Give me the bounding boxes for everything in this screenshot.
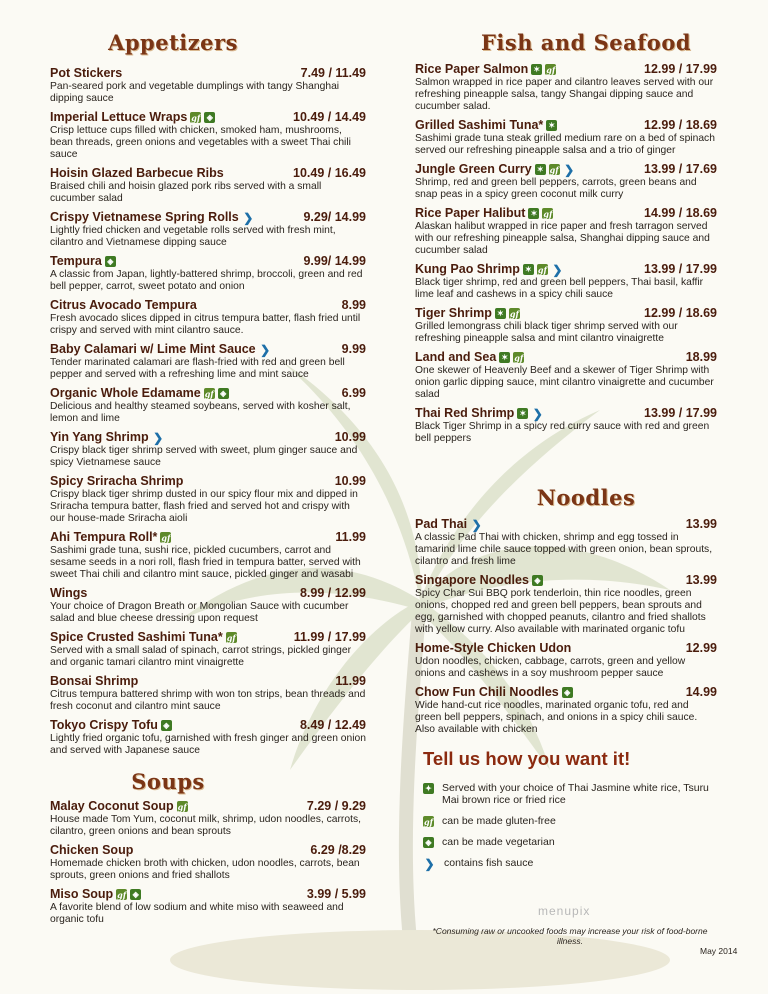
- menu-item-price: 10.99: [334, 474, 366, 488]
- menu-item-name: Pot Stickers: [50, 66, 123, 80]
- menu-item: [415, 573, 717, 636]
- menu-item: [50, 474, 366, 525]
- menu-item-name: Citrus Avocado Tempura: [50, 298, 197, 312]
- menu-item-description: House made Tom Yum, coconut milk, shrimp, udon noodles, carrots, cilantro, green onions and bean sprouts: [50, 814, 361, 837]
- menu-item-price: 8.99 / 12.99: [299, 586, 366, 600]
- menu-item: [415, 517, 717, 568]
- menu-item-name: Yin Yang Shrimp: [50, 430, 149, 444]
- menu-item-name: Tiger Shrimp: [415, 306, 492, 320]
- menu-item-header: [50, 718, 366, 733]
- menu-item-price: 12.99 / 18.69: [644, 306, 717, 320]
- menu-item-price: 11.99: [335, 530, 366, 544]
- raw-food-footnote: *Consuming raw or uncooked foods may increase your risk of food-borne illness.: [432, 926, 708, 946]
- soups-list: [50, 799, 366, 926]
- menu-item-description: Fresh avocado slices dipped in citrus tempura batter, flash fried until crispy and served with mint cilantro sauce.: [50, 313, 361, 336]
- menu-item-name: Kung Pao Shrimp: [415, 262, 520, 276]
- menu-item: [415, 262, 717, 301]
- legend-row-gf: [423, 815, 717, 827]
- menu-item-name-group: [415, 262, 564, 277]
- menu-item: [415, 685, 717, 736]
- rice-icon: ✦: [423, 783, 434, 794]
- menu-item-name-group: [50, 386, 229, 401]
- gluten-free-icon: gf: [546, 64, 556, 75]
- menu-item-price: 10.99: [334, 430, 366, 444]
- rice-icon: ✶: [495, 308, 506, 319]
- rice-icon: ✶: [546, 120, 557, 131]
- gluten-free-icon: gf: [204, 388, 214, 399]
- menu-item-name-group: [50, 430, 165, 445]
- menu-item-name: Hoisin Glazed Barbecue Ribs: [50, 166, 224, 180]
- legend-fish-text: contains fish sauce: [444, 857, 534, 869]
- menu-item-name-group: [50, 298, 197, 313]
- menu-item-description: Pan-seared pork and vegetable dumplings with tangy Shanghai dipping sauce: [50, 81, 340, 104]
- menu-item: [50, 887, 366, 926]
- rice-icon: ✶: [535, 164, 546, 175]
- legend: [423, 782, 717, 869]
- menu-item-description: Alaskan halibut wrapped in rice paper and fresh tarragon served with our refreshing pineapple salsa, Shanghai dipping sauce and cucumber salad: [415, 221, 710, 256]
- menu-item-name: Bonsai Shrimp: [50, 674, 139, 688]
- menu-item-header: [415, 118, 717, 133]
- menu-item-name: Pad Thai: [415, 517, 468, 531]
- menu-item-description: Wide hand-cut rice noodles, marinated organic tofu, red and green bell peppers, spinach, and onions in a spicy chili sauce. Also available with chicken: [415, 700, 698, 735]
- menu-item-description: One skewer of Heavenly Beef and a skewer of Tiger Shrimp with onion garlic dipping sauce, mint cilantro vinaigrette and cucumber salad: [415, 365, 714, 400]
- rice-icon: ✶: [499, 352, 510, 363]
- left-column: [50, 30, 366, 931]
- menu-item-description: A classic from Japan, lightly-battered shrimp, broccoli, green and red bell pepper, carrot, sweet potato and onion: [50, 269, 363, 292]
- gluten-free-icon: gf: [226, 632, 236, 643]
- menu-item-name-group: [415, 641, 571, 656]
- menu-item-price: 13.99 / 17.99: [644, 262, 717, 276]
- menu-item-description: Spicy Char Sui BBQ pork tenderloin, thin rice noodles, green onions, chopped red and green bell peppers, bean sprouts and egg, garnished with chopped peanuts, cilantro and fried shallots with yellow curry. Also available with marinated organic tofu: [415, 588, 706, 635]
- menu-item-price: 14.99: [685, 685, 717, 699]
- menu-item-header: [50, 386, 366, 401]
- menu-item-header: [50, 799, 366, 814]
- menu-item: [415, 206, 717, 257]
- menu-item-name-group: [50, 586, 87, 601]
- menu-item-name-group: [50, 342, 272, 357]
- menu-item-name-group: [50, 674, 138, 689]
- menu-item: [50, 386, 366, 425]
- menu-item-description: Black tiger shrimp, red and green bell peppers, Thai basil, kaffir lime leaf and cashews in a spicy chili sauce: [415, 277, 704, 300]
- menu-item-name: Imperial Lettuce Wraps: [50, 110, 188, 124]
- menu-item-name: Thai Red Shrimp: [415, 406, 515, 420]
- menu-item: [50, 674, 366, 713]
- menu-item-header: [415, 406, 717, 421]
- fish-icon: ❯: [243, 210, 254, 225]
- menu-item-name-group: [50, 799, 188, 814]
- menu-item: [415, 162, 717, 201]
- menu-item-price: 12.99 / 17.99: [644, 62, 717, 76]
- menu-item-header: [50, 110, 366, 125]
- menu-item-price: 9.29/ 14.99: [303, 210, 366, 224]
- menu-item-name: Crispy Vietnamese Spring Rolls: [50, 210, 239, 224]
- gluten-free-icon: gf: [423, 816, 434, 827]
- vegetarian-leaf-icon: ◈: [105, 256, 116, 267]
- menu-item: [50, 586, 366, 625]
- menu-item: [415, 641, 717, 680]
- gluten-free-icon: gf: [191, 112, 201, 123]
- menu-item: [50, 66, 366, 105]
- menu-item-name: Jungle Green Curry: [415, 162, 532, 176]
- gluten-free-icon: gf: [543, 208, 553, 219]
- menu-item-header: [415, 517, 717, 532]
- menu-item-description: Crisp lettuce cups filled with chicken, smoked ham, mushrooms, bean threads, green onions and vegetables with a sweet Thai chili sauce: [50, 125, 351, 160]
- menu-item-name-group: [50, 254, 116, 269]
- menu-item-description: Crispy black tiger shrimp dusted in our spicy flour mix and dipped in Sriracha tempura batter, flash fried and served hot and crispy with our house-made Sriracha aioli: [50, 489, 358, 524]
- menu-item-description: Shrimp, red and green bell peppers, carrots, green beans and snap peas in a spicy green coconut milk curry: [415, 177, 697, 200]
- menu-item-header: [50, 210, 366, 225]
- menu-item-description: Salmon wrapped in rice paper and cilantro leaves served with our refreshing pineapple salsa, tangy Shangai dipping sauce and cucumber salad.: [415, 77, 714, 112]
- menu-item-name: Chow Fun Chili Noodles: [415, 685, 559, 699]
- menu-item-header: [415, 573, 717, 588]
- menu-item-header: [50, 166, 366, 181]
- right-column: [415, 30, 717, 878]
- menu-item-name: Wings: [50, 586, 88, 600]
- menu-item: [415, 306, 717, 345]
- menu-item: [50, 530, 366, 581]
- menu-item-name-group: [50, 887, 141, 902]
- vegetarian-leaf-icon: ◈: [218, 388, 229, 399]
- vegetarian-leaf-icon: ◈: [204, 112, 215, 123]
- menu-item-price: 9.99/ 14.99: [303, 254, 366, 268]
- menu-item-description: Udon noodles, chicken, cabbage, carrots, green and yellow onions and cashews in a soy mushroom pepper sauce: [415, 656, 686, 679]
- vegetarian-leaf-icon: ◈: [423, 837, 434, 848]
- menu-item-name-group: [50, 166, 224, 181]
- gluten-free-icon: gf: [117, 889, 127, 900]
- menu-item-name-group: [50, 718, 172, 733]
- menu-item-header: [50, 298, 366, 313]
- menu-item-description: A favorite blend of low sodium and white miso with seaweed and organic tofu: [50, 902, 344, 925]
- menu-item-name: Chicken Soup: [50, 843, 134, 857]
- menu-item-name-group: [415, 685, 573, 700]
- menu-item: [50, 430, 366, 469]
- menu-item-name-group: [50, 843, 133, 858]
- menu-item-header: [415, 206, 717, 221]
- menu-item-name: Rice Paper Halibut: [415, 206, 526, 220]
- menu-item-price: 9.99: [341, 342, 366, 356]
- appetizers-list: [50, 66, 366, 757]
- menu-item: [50, 298, 366, 337]
- menu-item-price: 18.99: [685, 350, 717, 364]
- menu-item-name-group: [50, 530, 171, 545]
- menu-item-description: Crispy black tiger shrimp served with sweet, plum ginger sauce and spicy Vietnamese sauce: [50, 445, 358, 468]
- menu-item-price: 11.99: [335, 674, 366, 688]
- menu-item-price: 6.99: [341, 386, 366, 400]
- menu-item-header: [50, 843, 366, 858]
- menu-item-name-group: [415, 517, 483, 532]
- menu-item-header: [415, 685, 717, 700]
- menu-item-price: 8.49 / 12.49: [299, 718, 366, 732]
- menu-item-description: Lightly fried chicken and vegetable rolls served with fresh mint, cilantro and Vietnamese dipping sauce: [50, 225, 336, 248]
- vegetarian-leaf-icon: ◈: [532, 575, 543, 586]
- menu-item: [415, 350, 717, 401]
- rice-icon: ✶: [531, 64, 542, 75]
- menu-item-name: Land and Sea: [415, 350, 497, 364]
- menu-item-price: 8.99: [341, 298, 366, 312]
- menu-item-description: Served with a small salad of spinach, carrot strings, pickled ginger and organic tamari cilantro mint vinaigrette: [50, 645, 352, 668]
- menu-item-name-group: [415, 306, 520, 321]
- menu-item: [50, 630, 366, 669]
- menu-item-description: Lightly fried organic tofu, garnished with fresh ginger and green onion and served with Japanese sauce: [50, 733, 366, 756]
- menu-item-header: [415, 162, 717, 177]
- menu-item-description: Delicious and healthy steamed soybeans, served with kosher salt, lemon and lime: [50, 401, 351, 424]
- menu-item-header: [50, 254, 366, 269]
- legend-row-fish: [423, 857, 717, 869]
- fish-icon: ❯: [424, 856, 435, 871]
- legend-gf-text: can be made gluten-free: [442, 815, 556, 827]
- menu-item-name-group: [50, 210, 255, 225]
- fish-icon: ❯: [532, 406, 543, 421]
- menu-item: [50, 843, 366, 882]
- legend-row-rice: [423, 782, 717, 806]
- menu-item-name: Spice Crusted Sashimi Tuna*: [50, 630, 223, 644]
- legend-title: Tell us how you want it!: [423, 748, 631, 769]
- menu-item: [50, 110, 366, 161]
- menu-item-price: 6.29 /8.29: [310, 843, 366, 857]
- menu-item-price: 14.99 / 18.69: [644, 206, 717, 220]
- fish-icon: ❯: [564, 162, 575, 177]
- menu-item-description: Sashimi grade tuna, sushi rice, pickled cucumbers, carrot and sesame seeds in a nori roll, flash fried in tempura batter, served with sweet Thai chili and cilantro mint sauce, pickled ginger and wasabi: [50, 545, 361, 580]
- menu-item-header: [50, 474, 366, 489]
- menu-item: [50, 342, 366, 381]
- menu-item-header: [415, 350, 717, 365]
- menu-item-header: [415, 641, 717, 656]
- legend-veg-text: can be made vegetarian: [442, 836, 555, 848]
- menu-date: May 2014: [700, 946, 738, 956]
- menu-item: [50, 799, 366, 838]
- menupix-watermark: menupix: [538, 904, 591, 918]
- menu-item-description: Tender marinated calamari are flash-fried with red and green bell pepper and served with a refreshing lime and mint sauce: [50, 357, 345, 380]
- menu-item-name: Malay Coconut Soup: [50, 799, 174, 813]
- menu-item-description: Homemade chicken broth with chicken, udon noodles, carrots, bean sprouts, green onions and fried shallots: [50, 858, 360, 881]
- menu-item-name-group: [50, 66, 122, 81]
- menu-item-header: [50, 530, 366, 545]
- menu-item-name: Rice Paper Salmon: [415, 62, 529, 76]
- menu-item-description: Braised chili and hoisin glazed pork ribs served with a small cucumber salad: [50, 181, 322, 204]
- menu-item-name-group: [415, 206, 553, 221]
- menu-item-price: 13.99: [685, 517, 717, 531]
- menu-item-name: Ahi Tempura Roll*: [50, 530, 158, 544]
- menu-item-header: [415, 262, 717, 277]
- menu-item-price: 3.99 / 5.99: [306, 887, 366, 901]
- menu-item-header: [50, 66, 366, 81]
- menu-item-price: 12.99 / 18.69: [644, 118, 717, 132]
- rice-icon: ✶: [523, 264, 534, 275]
- vegetarian-leaf-icon: ◈: [161, 720, 172, 731]
- menu-item-price: 12.99: [685, 641, 717, 655]
- menu-item-description: A classic Pad Thai with chicken, shrimp and egg tossed in tamarind lime chile sauce topped with green onion, bean sprouts, cilantro and fresh lime: [415, 532, 713, 567]
- rice-icon: ✶: [517, 408, 528, 419]
- fish-seafood-title: Fish and Seafood: [480, 30, 692, 55]
- menu-item-header: [50, 586, 366, 601]
- menu-item: [415, 406, 717, 445]
- fish-icon: ❯: [471, 517, 482, 532]
- appetizers-title: Appetizers: [108, 30, 238, 55]
- menu-item-name: Spicy Sriracha Shrimp: [50, 474, 184, 488]
- noodles-list: [415, 517, 717, 736]
- gluten-free-icon: gf: [537, 264, 547, 275]
- gluten-free-icon: gf: [161, 532, 171, 543]
- noodles-title: Noodles: [536, 485, 636, 510]
- vegetarian-leaf-icon: ◈: [562, 687, 573, 698]
- menu-item-description: Sashimi grade tuna steak grilled medium rare on a bed of spinach served our refreshing pineapple salsa and a trio of ginger: [415, 133, 715, 156]
- menu-item-name-group: [50, 110, 215, 125]
- vegetarian-leaf-icon: ◈: [130, 889, 141, 900]
- legend-row-veg: [423, 836, 717, 848]
- menu-item: [415, 118, 717, 157]
- fish-icon: ❯: [153, 430, 164, 445]
- menu-item-header: [50, 342, 366, 357]
- menu-item-description: Grilled lemongrass chili black tiger shrimp served with our refreshing pineapple salsa and mint cilantro vinaigrette: [415, 321, 678, 344]
- menu-item: [415, 62, 717, 113]
- menu-item-header: [50, 674, 366, 689]
- legend-rice-text: Served with your choice of Thai Jasmine white rice, Tsuru Mai brown rice or fried rice: [442, 782, 709, 806]
- menu-item-price: 13.99 / 17.99: [644, 406, 717, 420]
- menu-item-name-group: [50, 630, 237, 645]
- menu-item-description: Black Tiger Shrimp in a spicy red curry sauce with red and green bell peppers: [415, 421, 710, 444]
- soups-title: Soups: [131, 769, 205, 794]
- rice-icon: ✶: [528, 208, 539, 219]
- gluten-free-icon: gf: [514, 352, 524, 363]
- menu-item-header: [50, 887, 366, 902]
- menu-item-price: 7.49 / 11.49: [300, 66, 366, 80]
- menu-item-name-group: [415, 406, 544, 421]
- menu-item-name-group: [415, 62, 556, 77]
- menu-item-price: 13.99 / 17.69: [644, 162, 717, 176]
- menu-item-description: Your choice of Dragon Breath or Mongolian Sauce with cucumber salad and blue cheese dressing upon request: [50, 601, 349, 624]
- menu-item-header: [415, 62, 717, 77]
- fish-icon: ❯: [552, 262, 563, 277]
- menu-item-name-group: [415, 118, 557, 133]
- menu-item-price: 11.99 / 17.99: [293, 630, 366, 644]
- gluten-free-icon: gf: [549, 164, 559, 175]
- menu-item-name-group: [415, 162, 576, 177]
- menu-item-name: Home-Style Chicken Udon: [415, 641, 572, 655]
- menu-item: [50, 718, 366, 757]
- menu-item-price: 10.49 / 16.49: [293, 166, 366, 180]
- fish-icon: ❯: [260, 342, 271, 357]
- menu-item-name: Singapore Noodles: [415, 573, 529, 587]
- menu-item-name: Tempura: [50, 254, 102, 268]
- menu-item-header: [50, 430, 366, 445]
- menu-item: [50, 166, 366, 205]
- menu-item-price: 7.29 / 9.29: [306, 799, 366, 813]
- menu-item-price: 10.49 / 14.49: [293, 110, 366, 124]
- menu-item-name-group: [415, 350, 524, 365]
- gluten-free-icon: gf: [509, 308, 519, 319]
- menu-item-name-group: [415, 573, 543, 588]
- menu-item: [50, 210, 366, 249]
- menu-item-header: [50, 630, 366, 645]
- fish-list: [415, 62, 717, 445]
- menu-item-price: 13.99: [685, 573, 717, 587]
- gluten-free-icon: gf: [177, 801, 187, 812]
- menu-item: [50, 254, 366, 293]
- menu-item-name-group: [50, 474, 183, 489]
- menu-item-description: Citrus tempura battered shrimp with won ton strips, bean threads and fresh coconut and cilantro mint sauce: [50, 689, 366, 712]
- menu-item-name: Miso Soup: [50, 887, 114, 901]
- menu-item-name: Grilled Sashimi Tuna*: [415, 118, 544, 132]
- menu-item-header: [415, 306, 717, 321]
- menu-item-name: Tokyo Crispy Tofu: [50, 718, 158, 732]
- menu-item-name: Organic Whole Edamame: [50, 386, 201, 400]
- menu-item-name: Baby Calamari w/ Lime Mint Sauce: [50, 342, 256, 356]
